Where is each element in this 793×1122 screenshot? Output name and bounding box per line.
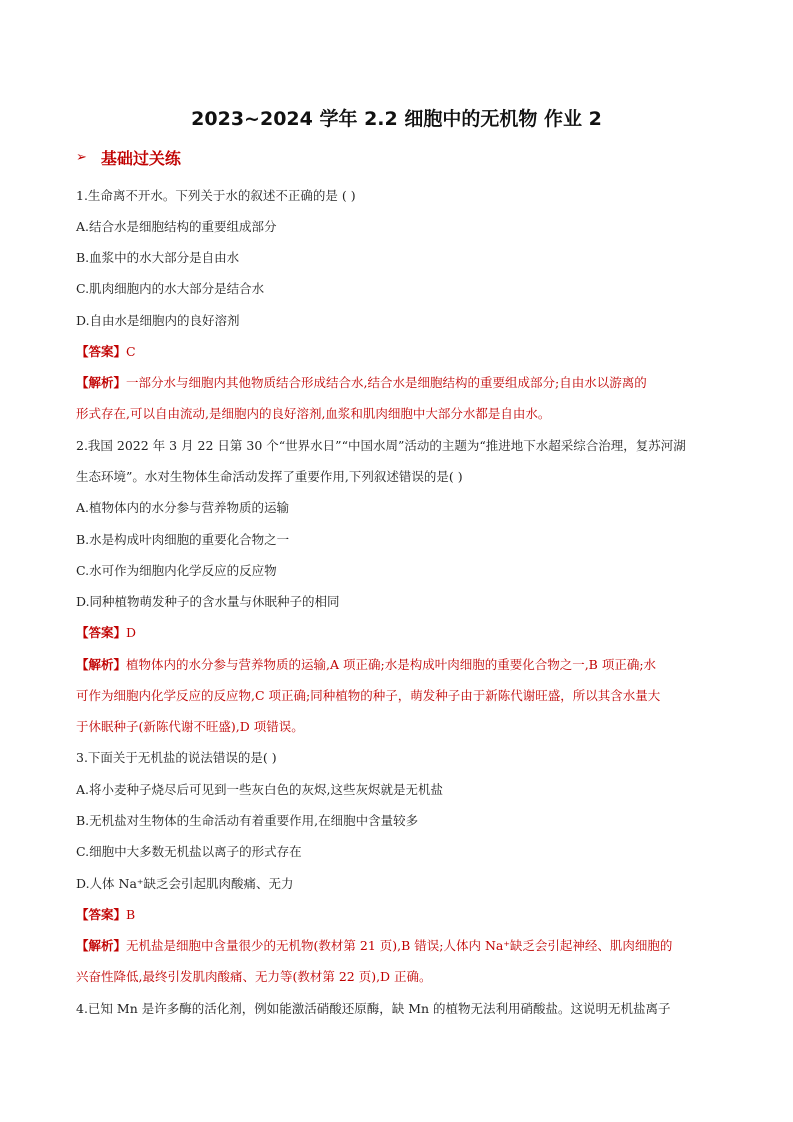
q1-answer-value: C	[126, 344, 136, 359]
analysis-tag: 【解析】	[76, 657, 127, 672]
answer-tag: 【答案】	[76, 907, 127, 922]
analysis-tag: 【解析】	[76, 375, 127, 390]
q3-stem: 3.下面关于无机盐的说法错误的是( )	[76, 750, 277, 765]
q2-analysis-line-2: 可作为细胞内化学反应的反应物,C 项正确;同种植物的种子，萌发种子由于新陈代谢旺盛，所以其含水量大	[76, 688, 661, 703]
q3-option-b: B.无机盐对生物体的生命活动有着重要作用,在细胞中含量较多	[76, 813, 419, 828]
analysis-tag: 【解析】	[76, 938, 127, 953]
q1-analysis-line-1	[76, 375, 647, 391]
q3-option-c: C.细胞中大多数无机盐以离子的形式存在	[76, 844, 302, 859]
q2-analysis-line-3: 于休眠种子(新陈代谢不旺盛),D 项错误。	[76, 719, 304, 734]
q2-option-b: B.水是构成叶肉细胞的重要化合物之一	[76, 532, 290, 547]
q2-stem-line-1: 2.我国 2022 年 3 月 22 日第 30 个“世界水日”“中国水周”活动的主题为“推进地下水超采综合治理，复苏河湖	[76, 438, 686, 453]
q1-option-c: C.肌肉细胞内的水大部分是结合水	[76, 281, 265, 296]
q2-answer-value: D	[126, 625, 137, 640]
section-label: 基础过关练	[100, 149, 181, 168]
q3-answer	[76, 907, 135, 923]
q2-stem-line-2: 生态环境”。水对生物体生命活动发挥了重要作用,下列叙述错误的是( )	[76, 469, 463, 484]
q2-analysis-line-1	[76, 657, 656, 673]
q2-answer	[76, 625, 136, 641]
section-heading	[76, 146, 181, 169]
q3-option-d: D.人体 Na⁺缺乏会引起肌肉酸痛、无力	[76, 876, 294, 891]
q2-analysis-text-1: 植物体内的水分参与营养物质的运输,A 项正确;水是构成叶肉细胞的重要化合物之一,B 项正确;水	[126, 657, 657, 672]
q1-option-d: D.自由水是细胞内的良好溶剂	[76, 313, 240, 328]
q2-option-c: C.水可作为细胞内化学反应的反应物	[76, 563, 277, 578]
q1-analysis-line-2: 形式存在,可以自由流动,是细胞内的良好溶剂,血浆和肌肉细胞中大部分水都是自由水。	[76, 406, 551, 421]
q1-analysis-text-1: 一部分水与细胞内其他物质结合形成结合水,结合水是细胞结构的重要组成部分;自由水以游离的	[126, 375, 647, 390]
answer-tag: 【答案】	[76, 625, 127, 640]
q2-option-d: D.同种植物萌发种子的含水量与休眠种子的相同	[76, 594, 340, 609]
q1-stem: 1.生命离不开水。下列关于水的叙述不正确的是 ( )	[76, 188, 356, 203]
q3-option-a: A.将小麦种子烧尽后可见到一些灰白色的灰烬,这些灰烬就是无机盐	[76, 782, 443, 797]
arrow-bullet-icon: ➢	[76, 150, 87, 165]
answer-tag: 【答案】	[76, 344, 127, 359]
q2-option-a: A.植物体内的水分参与营养物质的运输	[76, 500, 290, 515]
q3-analysis-line-2: 兴奋性降低,最终引发肌肉酸痛、无力等(教材第 22 页),D 正确。	[76, 969, 432, 984]
q1-answer	[76, 344, 136, 360]
q3-analysis-text-1: 无机盐是细胞中含量很少的无机物(教材第 21 页),B 错误;人体内 Na⁺缺乏会引起神经、肌肉细胞的	[126, 938, 673, 953]
q4-stem: 4.已知 Mn 是许多酶的活化剂，例如能激活硝酸还原酶，缺 Mn 的植物无法利用硝酸盐。这说明无机盐离子	[76, 1001, 671, 1016]
q3-analysis-line-1	[76, 938, 672, 954]
q3-answer-value: B	[126, 907, 136, 922]
q1-option-a: A.结合水是细胞结构的重要组成部分	[76, 219, 277, 234]
q1-option-b: B.血浆中的水大部分是自由水	[76, 250, 240, 265]
document-title: 2023~2024 学年 2.2 细胞中的无机物 作业 2	[191, 108, 602, 130]
